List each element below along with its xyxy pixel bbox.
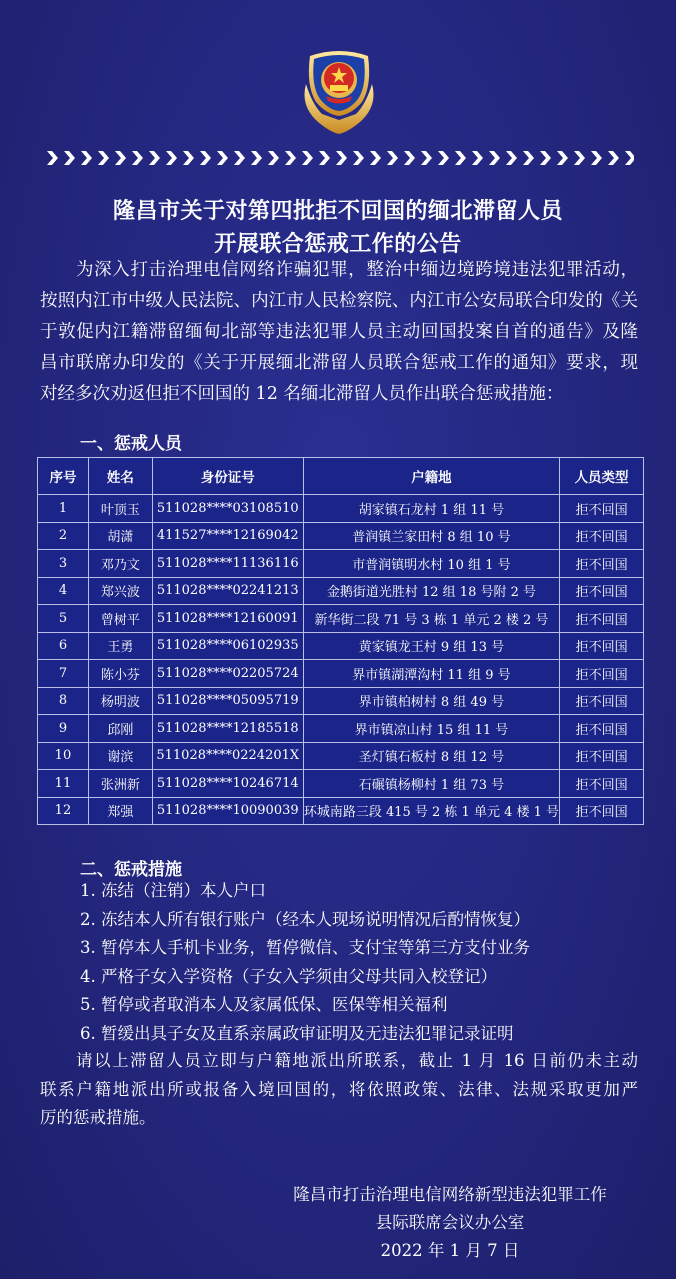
cell-name: 谢滨 (88, 742, 152, 770)
cell-id-number: 511028****12185518 (152, 715, 303, 743)
chevron-right-icon (299, 149, 316, 167)
cell-name: 王勇 (88, 632, 152, 660)
measure-item: 2. 冻结本人所有银行账户（经本人现场说明情况后酌情恢复） (80, 909, 530, 929)
chevron-right-icon (316, 149, 333, 167)
cell-residence: 新华街二段 71 号 3 栋 1 单元 2 楼 2 号 (303, 605, 559, 633)
chevron-right-icon (418, 149, 435, 167)
cell-type: 拒不回国 (560, 495, 644, 523)
chevron-right-icon (537, 149, 554, 167)
table-row (38, 632, 644, 660)
cell-name: 邓乃文 (88, 550, 152, 578)
cell-id-number: 511028****03108510 (152, 495, 303, 523)
cell-residence: 市普润镇明水村 10 组 1 号 (303, 550, 559, 578)
chevron-right-icon (248, 149, 265, 167)
cell-index: 1 (38, 495, 89, 523)
cell-index: 2 (38, 522, 89, 550)
cell-type: 拒不回国 (560, 660, 644, 688)
persons-table (37, 457, 644, 825)
chevron-right-icon (282, 149, 299, 167)
cell-id-number: 511028****10090039 (152, 797, 303, 825)
cell-index: 6 (38, 632, 89, 660)
page-title-line-1: 隆昌市关于对第四批拒不回国的缅北滞留人员 (112, 199, 563, 224)
chevron-right-icon (163, 149, 180, 167)
table-row (38, 550, 644, 578)
chevron-right-icon (503, 149, 520, 167)
chevron-right-icon (435, 149, 452, 167)
table-row (38, 495, 644, 523)
column-header-residence: 户籍地 (303, 458, 559, 495)
cell-residence: 普润镇兰家田村 8 组 10 号 (303, 522, 559, 550)
cell-type: 拒不回国 (560, 770, 644, 798)
measure-item: 5. 暂停或者取消本人及家属低保、医保等相关福利 (80, 995, 448, 1015)
chevron-right-icon (231, 149, 248, 167)
intro-paragraph (40, 255, 638, 410)
cell-id-number: 511028****06102935 (152, 632, 303, 660)
cell-index: 8 (38, 687, 89, 715)
chevron-right-icon (486, 149, 503, 167)
police-emblem-icon (296, 44, 382, 136)
table-header-row (38, 458, 644, 495)
cell-index: 3 (38, 550, 89, 578)
measure-item: 3. 暂停本人手机卡业务，暂停微信、支付宝等第三方支付业务 (80, 938, 530, 958)
cell-id-number: 511028****0224201X (152, 742, 303, 770)
cell-residence: 环城南路三段 415 号 2 栋 1 单元 4 楼 1 号 (303, 797, 559, 825)
cell-type: 拒不回国 (560, 632, 644, 660)
intro-line: 按照内江市中级人民法院、内江市人民检察院、内江市公安局联合印发的《关 (40, 291, 638, 311)
cell-name: 郑兴波 (88, 577, 152, 605)
cell-residence: 胡家镇石龙村 1 组 11 号 (303, 495, 559, 523)
chevron-right-icon (350, 149, 367, 167)
cell-name: 叶顶玉 (88, 495, 152, 523)
cell-name: 张洲新 (88, 770, 152, 798)
cell-type: 拒不回国 (560, 577, 644, 605)
page-title-line-2: 开展联合惩戒工作的公告 (214, 232, 462, 257)
cell-id-number: 511028****10246714 (152, 770, 303, 798)
intro-line: 对经多次劝返但拒不回国的 12 名缅北滞留人员作出联合惩戒措施： (40, 384, 564, 404)
cell-name: 曾树平 (88, 605, 152, 633)
cell-residence: 石碾镇杨柳村 1 组 73 号 (303, 770, 559, 798)
cell-residence: 界市镇柏树村 8 组 49 号 (303, 687, 559, 715)
table-row (38, 742, 644, 770)
cell-type: 拒不回国 (560, 742, 644, 770)
cell-name: 邱刚 (88, 715, 152, 743)
chevron-right-icon (180, 149, 197, 167)
chevron-right-icon (112, 149, 129, 167)
cell-index: 12 (38, 797, 89, 825)
intro-line: 为深入打击治理电信网络诈骗犯罪，整治中缅边境跨境违法犯罪活动， (76, 260, 638, 280)
chevron-right-icon (384, 149, 401, 167)
cell-type: 拒不回国 (560, 797, 644, 825)
cell-residence: 界市镇凉山村 15 组 11 号 (303, 715, 559, 743)
chevron-right-icon (61, 149, 78, 167)
cell-name: 郑强 (88, 797, 152, 825)
measure-item: 6. 暂缓出具子女及直系亲属政审证明及无违法犯罪记录证明 (80, 1023, 514, 1043)
cell-type: 拒不回国 (560, 605, 644, 633)
issuer-line-1: 隆昌市打击治理电信网络新型违法犯罪工作 (293, 1185, 607, 1204)
cell-index: 4 (38, 577, 89, 605)
chevron-right-icon (146, 149, 163, 167)
table-row (38, 770, 644, 798)
cell-name: 胡潇 (88, 522, 152, 550)
chevron-right-icon (265, 149, 282, 167)
measures-list (80, 877, 530, 1049)
table-row (38, 715, 644, 743)
chevron-right-icon (78, 149, 95, 167)
cell-id-number: 511028****02241213 (152, 577, 303, 605)
chevron-right-icon (333, 149, 350, 167)
column-header-index: 序号 (38, 458, 89, 495)
measure-item: 1. 冻结（注销）本人户口 (80, 881, 266, 900)
chevron-right-icon (214, 149, 231, 167)
closing-line: 厉的惩戒措施。 (40, 1108, 156, 1127)
cell-residence: 界市镇湖潭沟村 11 组 9 号 (303, 660, 559, 688)
cell-id-number: 511028****05095719 (152, 687, 303, 715)
section-heading-measures: 二、惩戒措施 (80, 860, 182, 880)
section-heading-persons: 一、惩戒人员 (80, 434, 182, 454)
chevron-right-icon (469, 149, 486, 167)
issue-date: 2022 年 1 月 7 日 (380, 1241, 520, 1260)
chevron-right-icon (129, 149, 146, 167)
closing-line: 联系户籍地派出所或报备入境回国的，将依照政策、法律、法规采取更加严 (40, 1079, 638, 1099)
chevron-right-icon (197, 149, 214, 167)
cell-index: 10 (38, 742, 89, 770)
cell-id-number: 411527****12169042 (152, 522, 303, 550)
closing-line: 请以上滞留人员立即与户籍地派出所联系，截止 1 月 16 日前仍未主动 (40, 1051, 638, 1070)
table-row (38, 605, 644, 633)
chevron-right-icon (588, 149, 605, 167)
chevron-right-icon (44, 149, 61, 167)
issuer-line-2: 县际联席会议办公室 (375, 1213, 525, 1232)
cell-id-number: 511028****12160091 (152, 605, 303, 633)
table-row (38, 797, 644, 825)
measure-item: 4. 严格子女入学资格（子女入学须由父母共同入校登记） (80, 966, 497, 986)
intro-line: 于敦促内江籍滞留缅甸北部等违法犯罪人员主动回国投案自首的通告》及隆 (40, 322, 638, 342)
chevron-right-icon (622, 149, 634, 167)
chevron-right-icon (95, 149, 112, 167)
table-row (38, 577, 644, 605)
cell-type: 拒不回国 (560, 715, 644, 743)
cell-residence: 黄家镇龙王村 9 组 13 号 (303, 632, 559, 660)
chevron-right-icon (452, 149, 469, 167)
chevron-right-icon (571, 149, 588, 167)
cell-name: 杨明波 (88, 687, 152, 715)
cell-id-number: 511028****11136116 (152, 550, 303, 578)
chevron-right-icon (520, 149, 537, 167)
chevron-right-icon (605, 149, 622, 167)
cell-index: 7 (38, 660, 89, 688)
cell-type: 拒不回国 (560, 687, 644, 715)
chevron-divider (44, 149, 634, 167)
cell-id-number: 511028****02205724 (152, 660, 303, 688)
cell-residence: 圣灯镇石板村 8 组 12 号 (303, 742, 559, 770)
chevron-right-icon (401, 149, 418, 167)
closing-paragraph (40, 1047, 638, 1133)
chevron-right-icon (367, 149, 384, 167)
table-row (38, 660, 644, 688)
cell-residence: 金鹅街道光胜村 12 组 18 号附 2 号 (303, 577, 559, 605)
table-row (38, 687, 644, 715)
column-header-type: 人员类型 (560, 458, 644, 495)
table-row (38, 522, 644, 550)
cell-index: 11 (38, 770, 89, 798)
chevron-right-icon (554, 149, 571, 167)
cell-index: 5 (38, 605, 89, 633)
column-header-id: 身份证号 (152, 458, 303, 495)
cell-type: 拒不回国 (560, 522, 644, 550)
intro-line: 昌市联席办印发的《关于开展缅北滞留人员联合惩戒工作的通知》要求，现 (40, 353, 638, 373)
column-header-name: 姓名 (88, 458, 152, 495)
cell-type: 拒不回国 (560, 550, 644, 578)
cell-name: 陈小芬 (88, 660, 152, 688)
cell-index: 9 (38, 715, 89, 743)
